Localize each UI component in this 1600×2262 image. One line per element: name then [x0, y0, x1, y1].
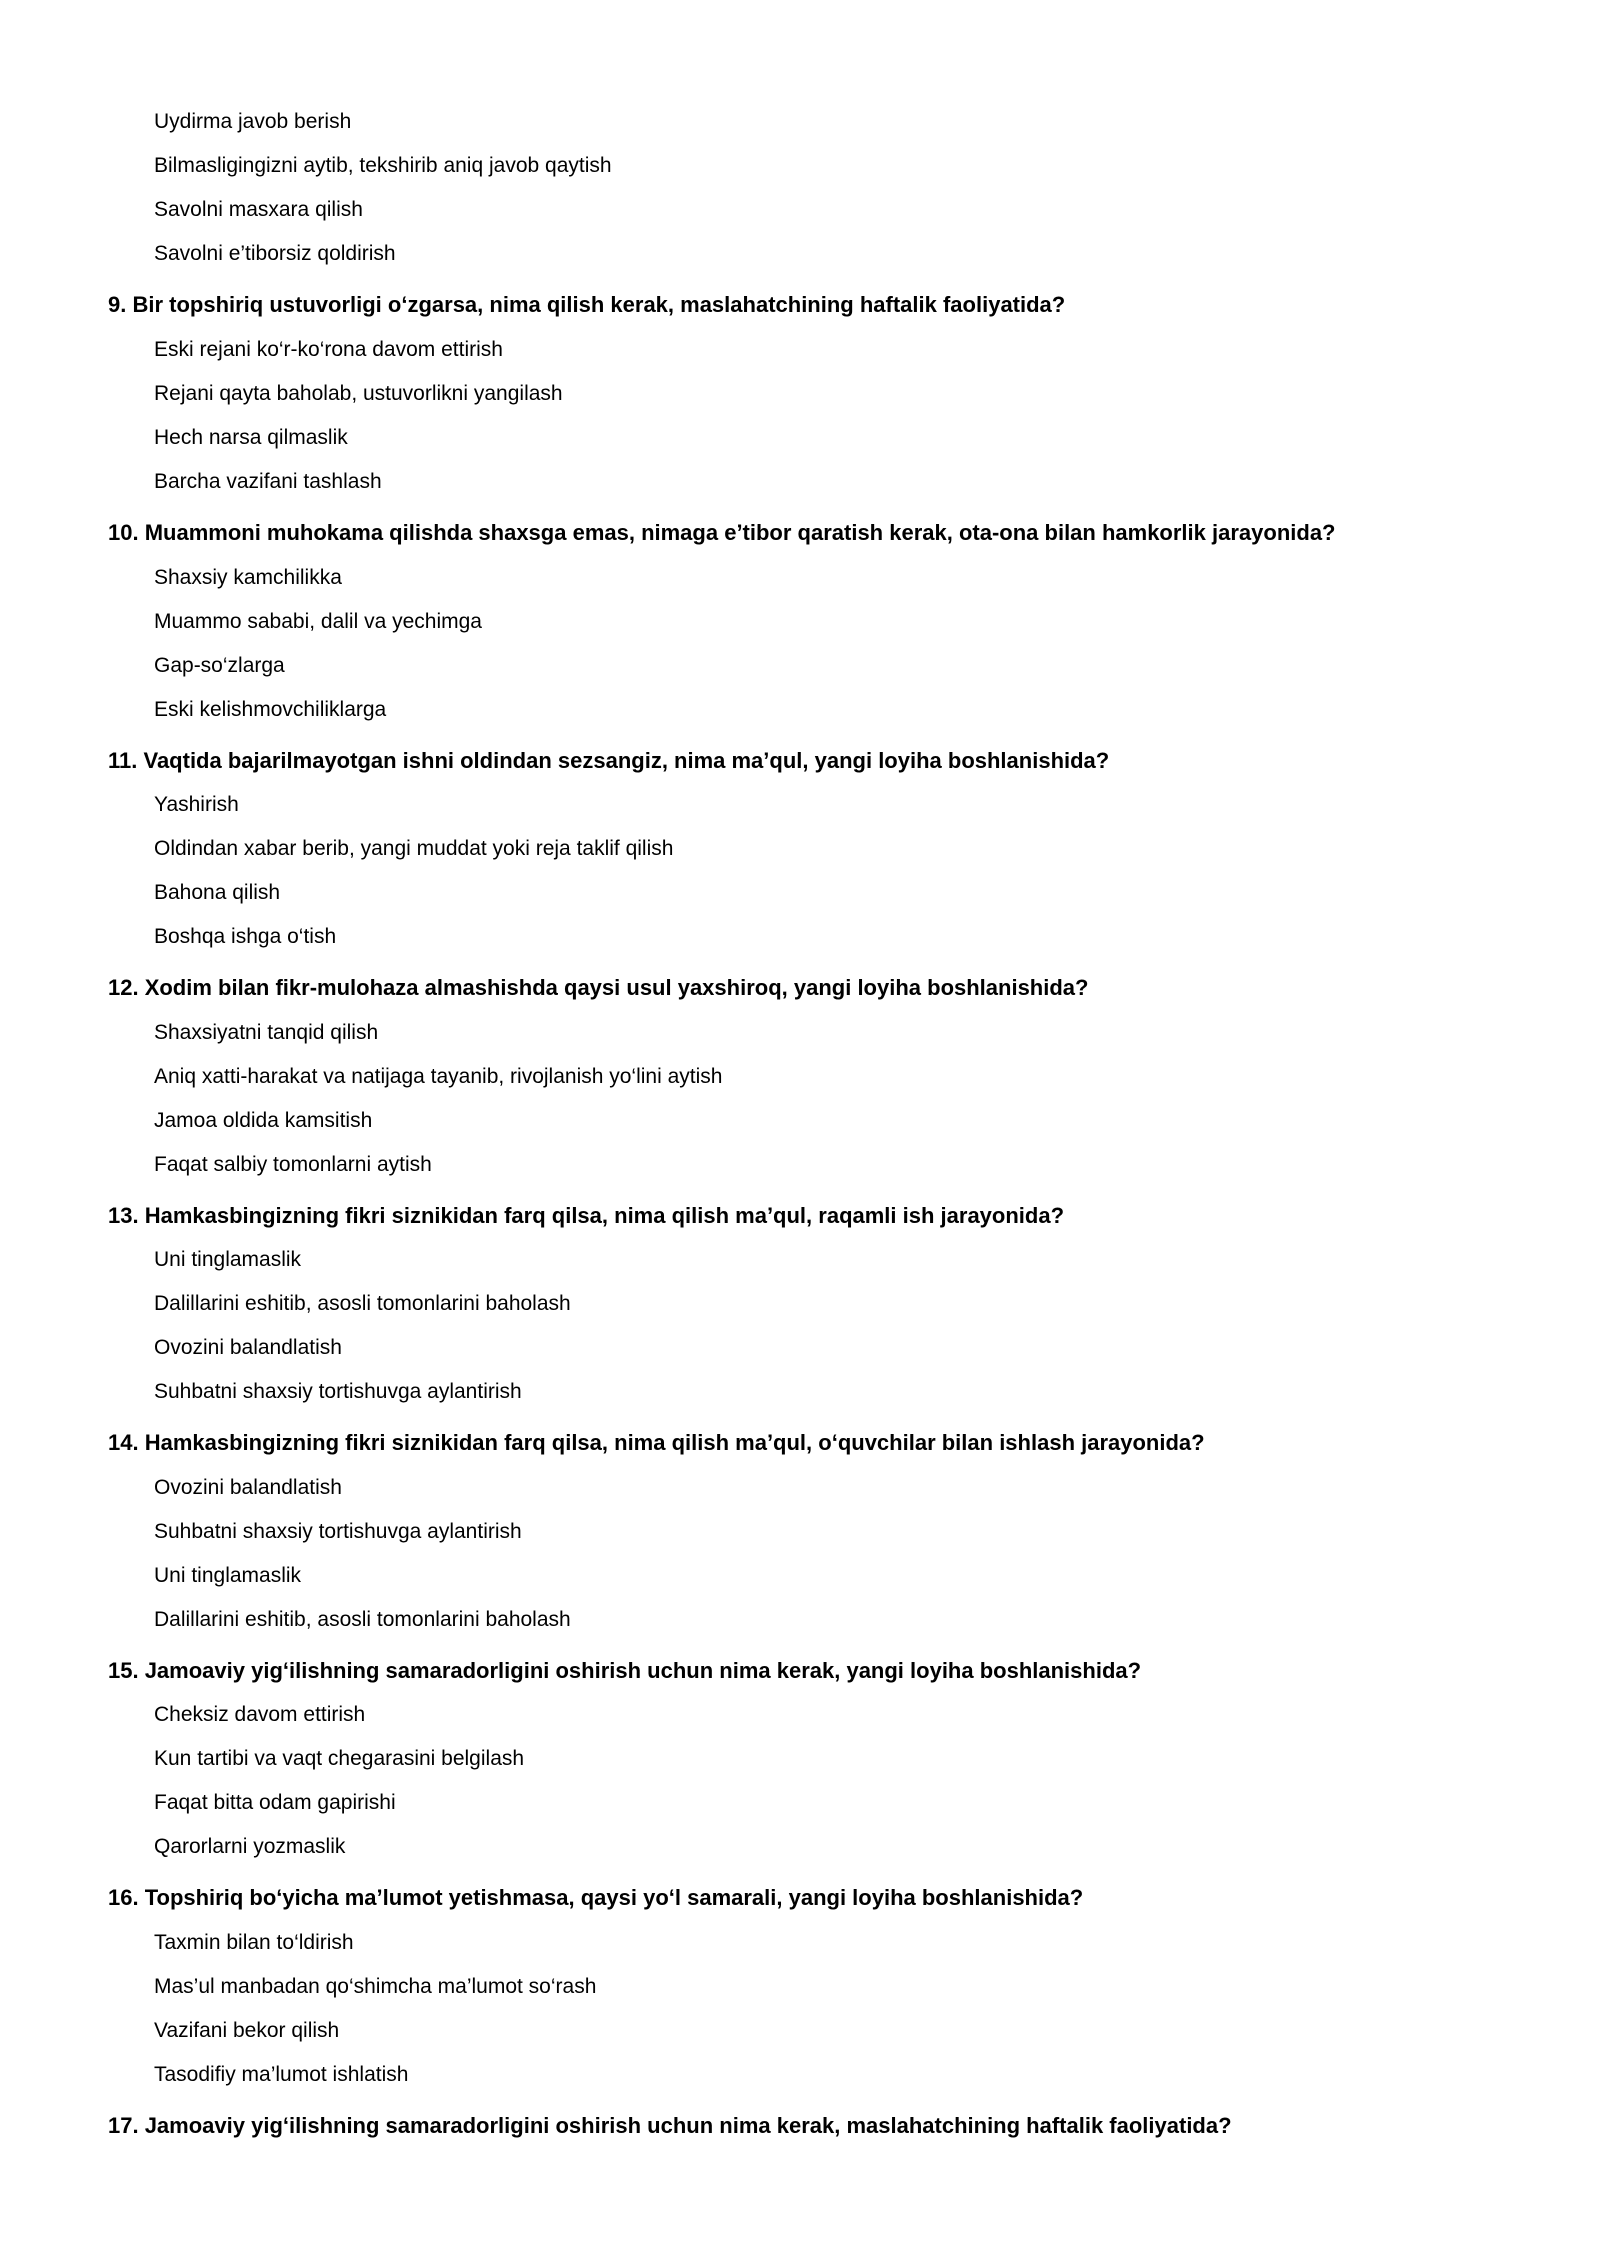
option-text: Suhbatni shaxsiy tortishuvga aylantirish — [154, 1380, 522, 1403]
option-text: Faqat salbiy tomonlarni aytish — [154, 1153, 432, 1176]
option-text: Bahona qilish — [154, 881, 281, 904]
option-text: Vazifani bekor qilish — [154, 2019, 340, 2042]
option-text: Eski rejani ko‘r-ko‘rona davom ettirish — [154, 338, 503, 361]
question-heading: 17. Jamoaviy yig‘ilishning samaradorligini oshirish uchun nima kerak, maslahatchining haftalik faoliyatida? — [108, 2113, 1232, 2138]
option-text: Dalillarini eshitib, asosli tomonlarini baholash — [154, 1292, 571, 1315]
question-heading: 9. Bir topshiriq ustuvorligi o‘zgarsa, nima qilish kerak, maslahatchining haftalik faoliyatida? — [108, 292, 1066, 317]
option-text: Mas’ul manbadan qo‘shimcha ma’lumot so‘rash — [154, 1975, 597, 1998]
option-text: Uni tinglamaslik — [154, 1564, 302, 1587]
option-text: Boshqa ishga o‘tish — [154, 925, 337, 948]
option-text: Yashirish — [154, 793, 239, 816]
option-text: Eski kelishmovchiliklarga — [154, 698, 387, 721]
question-heading: 12. Xodim bilan fikr-mulohaza almashishda qaysi usul yaxshiroq, yangi loyiha boshlanishida? — [108, 975, 1089, 1000]
option-text: Dalillarini eshitib, asosli tomonlarini baholash — [154, 1608, 571, 1631]
option-text: Ovozini balandlatish — [154, 1476, 342, 1499]
option-text: Tasodifiy ma’lumot ishlatish — [154, 2063, 409, 2086]
question-heading: 15. Jamoaviy yig‘ilishning samaradorligini oshirish uchun nima kerak, yangi loyiha boshlanishida? — [108, 1658, 1142, 1683]
option-text: Taxmin bilan to‘ldirish — [154, 1931, 354, 1954]
option-text: Suhbatni shaxsiy tortishuvga aylantirish — [154, 1520, 522, 1543]
option-text: Jamoa oldida kamsitish — [154, 1109, 373, 1132]
option-text: Barcha vazifani tashlash — [154, 470, 382, 493]
option-text: Oldindan xabar berib, yangi muddat yoki reja taklif qilish — [154, 837, 674, 860]
option-text: Muammo sababi, dalil va yechimga — [154, 610, 482, 633]
question-heading: 14. Hamkasbingizning fikri siznikidan farq qilsa, nima qilish ma’qul, o‘quvchilar bilan ishlash jarayonida? — [108, 1430, 1205, 1455]
option-text: Gap-so‘zlarga — [154, 654, 285, 677]
option-text: Shaxsiy kamchilikka — [154, 566, 342, 589]
option-text: Kun tartibi va vaqt chegarasini belgilash — [154, 1747, 525, 1770]
question-heading: 16. Topshiriq bo‘yicha ma’lumot yetishmasa, qaysi yo‘l samarali, yangi loyiha boshlanishida? — [108, 1885, 1084, 1910]
question-heading: 13. Hamkasbingizning fikri siznikidan farq qilsa, nima qilish ma’qul, raqamli ish jarayonida? — [108, 1203, 1065, 1228]
option-text: Savolni masxara qilish — [154, 198, 363, 221]
option-text: Qarorlarni yozmaslik — [154, 1835, 346, 1858]
option-text: Ovozini balandlatish — [154, 1336, 342, 1359]
option-text: Bilmasligingizni aytib, tekshirib aniq javob qaytish — [154, 154, 612, 177]
question-heading: 10. Muammoni muhokama qilishda shaxsga emas, nimaga e’tibor qaratish kerak, ota-ona bilan hamkorlik jarayonida? — [108, 520, 1336, 545]
option-text: Uni tinglamaslik — [154, 1248, 302, 1271]
option-text: Savolni e’tiborsiz qoldirish — [154, 242, 396, 265]
option-text: Faqat bitta odam gapirishi — [154, 1791, 396, 1814]
option-text: Cheksiz davom ettirish — [154, 1703, 366, 1726]
option-text: Aniq xatti-harakat va natijaga tayanib, rivojlanish yo‘lini aytish — [154, 1065, 723, 1088]
option-text: Uydirma javob berish — [154, 110, 352, 133]
option-text: Rejani qayta baholab, ustuvorlikni yangilash — [154, 382, 563, 405]
question-heading: 11. Vaqtida bajarilmayotgan ishni oldindan sezsangiz, nima ma’qul, yangi loyiha boshlanishida? — [108, 748, 1110, 773]
option-text: Hech narsa qilmaslik — [154, 426, 348, 449]
option-text: Shaxsiyatni tanqid qilish — [154, 1021, 379, 1044]
